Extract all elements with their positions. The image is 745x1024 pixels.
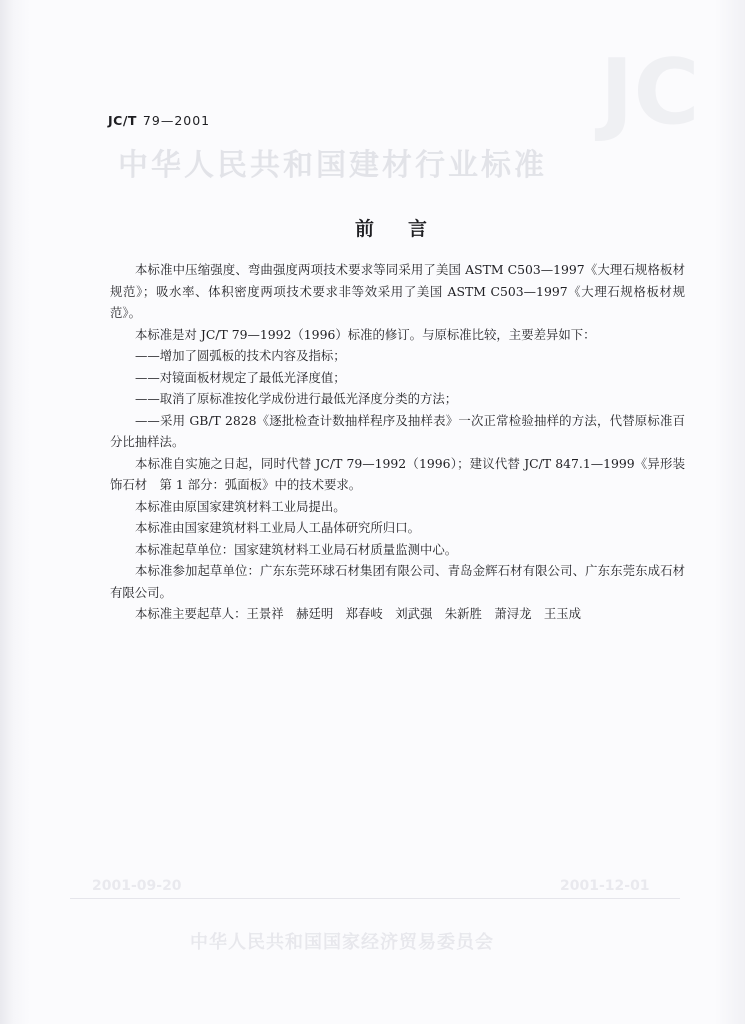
paragraph-main-drafters: 本标准主要起草人：王景祥 赫廷明 郑春岐 刘武强 朱新胜 萧浔龙 王玉成 (135, 606, 582, 621)
paragraph-centralized-by: 本标准由国家建筑材料工业局人工晶体研究所归口。 (135, 520, 420, 535)
page-heading: 前言 (355, 218, 462, 240)
change-item-gloss-classification: ——取消了原标准按化学成份进行最低光泽度分类的方法； (135, 391, 458, 406)
show-through-logo: JC (600, 40, 700, 145)
paragraph-replacement: 本标准自实施之日起，同时代替 JC/T 79—1992（1996）；建议代替 JC/T 847.1—1999《异形装饰石材 第 1 部分：弧面板》中的技术要求。 (110, 455, 685, 492)
foreword-body (110, 259, 685, 625)
paragraph-adoption: 本标准中压缩强度、弯曲强度两项技术要求等同采用了美国 ASTM C503—1997《大理石规格板材规范》；吸水率、体积密度两项技术要求非等效采用了美国 ASTM C503—1997《大理石规格板材规范》。 (110, 262, 685, 320)
show-through-rule (70, 898, 680, 899)
standard-code (108, 113, 210, 128)
standard-code-prefix: JC/T (108, 113, 137, 128)
paragraph-revision: 本标准是对 JC/T 79—1992（1996）标准的修订。与原标准比较，主要差异如下： (135, 326, 596, 342)
show-through-date-left: 2001-09-20 (92, 878, 182, 894)
show-through-issuer: 中华人民共和国国家经济贸易委员会 (190, 932, 494, 953)
standard-code-number: 79—2001 (142, 113, 211, 128)
paragraph-drafting-unit: 本标准起草单位：国家建筑材料工业局石材质量监测中心。 (135, 541, 458, 557)
show-through-title: 中华人民共和国建材行业标准 (118, 148, 547, 183)
paragraph-proposed-by: 本标准由原国家建筑材料工业局提出。 (135, 498, 346, 514)
change-item-gloss-minimum: ——对镜面板材规定了最低光泽度值； (135, 369, 346, 385)
change-item-sampling: ——采用 GB/T 2828《逐批检查计数抽样程序及抽样表》一次正常检验抽样的方法，代替原标准百分比抽样法。 (110, 412, 685, 449)
change-item-arc-panel: ——增加了圆弧板的技术内容及指标； (135, 348, 346, 363)
show-through-date-right: 2001-12-01 (560, 878, 650, 894)
paragraph-participating-units: 本标准参加起草单位：广东东莞环球石材集团有限公司、青岛金辉石材有限公司、广东东莞东成石材有限公司。 (110, 563, 685, 600)
